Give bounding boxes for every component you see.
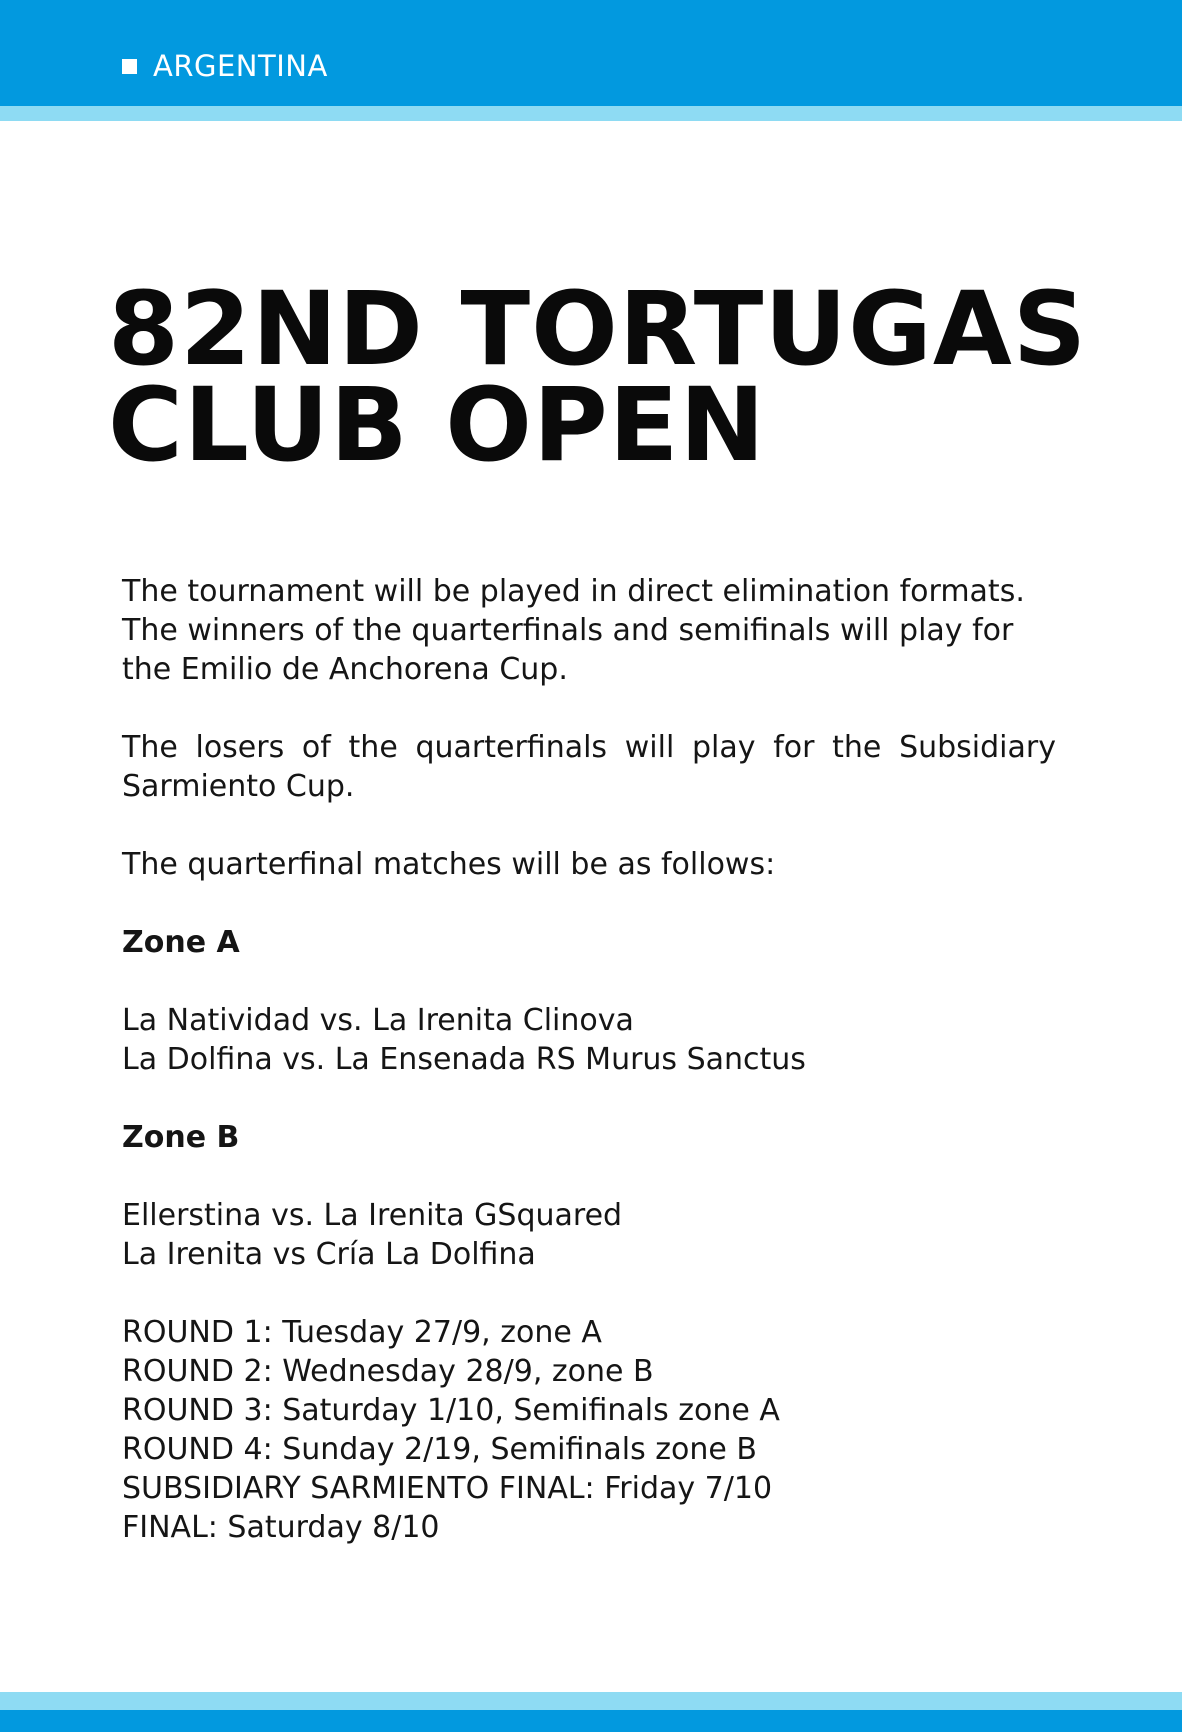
zone-a-heading: Zone A bbox=[122, 925, 240, 960]
paragraph-gap bbox=[122, 689, 1056, 728]
header-stripe bbox=[0, 106, 1182, 121]
schedule-item: ROUND 1: Tuesday 27/9, zone A bbox=[122, 1315, 602, 1350]
section-name: ARGENTINA bbox=[153, 49, 328, 83]
zone-b-match: Ellerstina vs. La Irenita GSquared bbox=[122, 1198, 623, 1233]
intro-line-2: The winners of the quarterfinals and semifinals will play for bbox=[122, 613, 1014, 648]
zone-a-match: La Dolfina vs. La Ensenada RS Murus Sanctus bbox=[122, 1042, 806, 1077]
schedule-item: FINAL: Saturday 8/10 bbox=[122, 1510, 440, 1545]
square-bullet-icon bbox=[122, 59, 137, 74]
paragraph-gap bbox=[122, 1157, 1056, 1196]
paragraph-gap bbox=[122, 806, 1056, 845]
section-label bbox=[122, 48, 328, 84]
paragraph-gap bbox=[122, 1274, 1056, 1313]
footer-stripe bbox=[0, 1692, 1182, 1710]
zone-b-heading: Zone B bbox=[122, 1120, 240, 1155]
paragraph-gap bbox=[122, 884, 1056, 923]
schedule-item: SUBSIDIARY SARMIENTO FINAL: Friday 7/10 bbox=[122, 1471, 773, 1506]
title-line-2: CLUB OPEN bbox=[108, 366, 766, 485]
matches-intro: The quarterfinal matches will be as follows: bbox=[122, 847, 776, 882]
intro-line-1: The tournament will be played in direct elimination formats. bbox=[122, 574, 1025, 609]
paragraph-gap bbox=[122, 962, 1056, 1001]
intro-line-3: the Emilio de Anchorena Cup. bbox=[122, 652, 568, 687]
losers-line-2: Sarmiento Cup. bbox=[122, 769, 355, 804]
article-body bbox=[122, 572, 1056, 1547]
losers-line-1: The losers of the quarterfinals will play for the Subsidiary bbox=[122, 730, 1056, 765]
paragraph-gap bbox=[122, 1079, 1056, 1118]
schedule-item: ROUND 3: Saturday 1/10, Semifinals zone A bbox=[122, 1393, 780, 1428]
zone-a-match: La Natividad vs. La Irenita Clinova bbox=[122, 1003, 634, 1038]
title-line-1: 82ND TORTUGAS bbox=[108, 270, 1088, 389]
page-title bbox=[108, 270, 1108, 485]
schedule-item: ROUND 4: Sunday 2/19, Semifinals zone B bbox=[122, 1432, 757, 1467]
schedule-item: ROUND 2: Wednesday 28/9, zone B bbox=[122, 1354, 654, 1389]
footer-bar bbox=[0, 1710, 1182, 1732]
zone-b-match: La Irenita vs Cría La Dolfina bbox=[122, 1237, 536, 1272]
